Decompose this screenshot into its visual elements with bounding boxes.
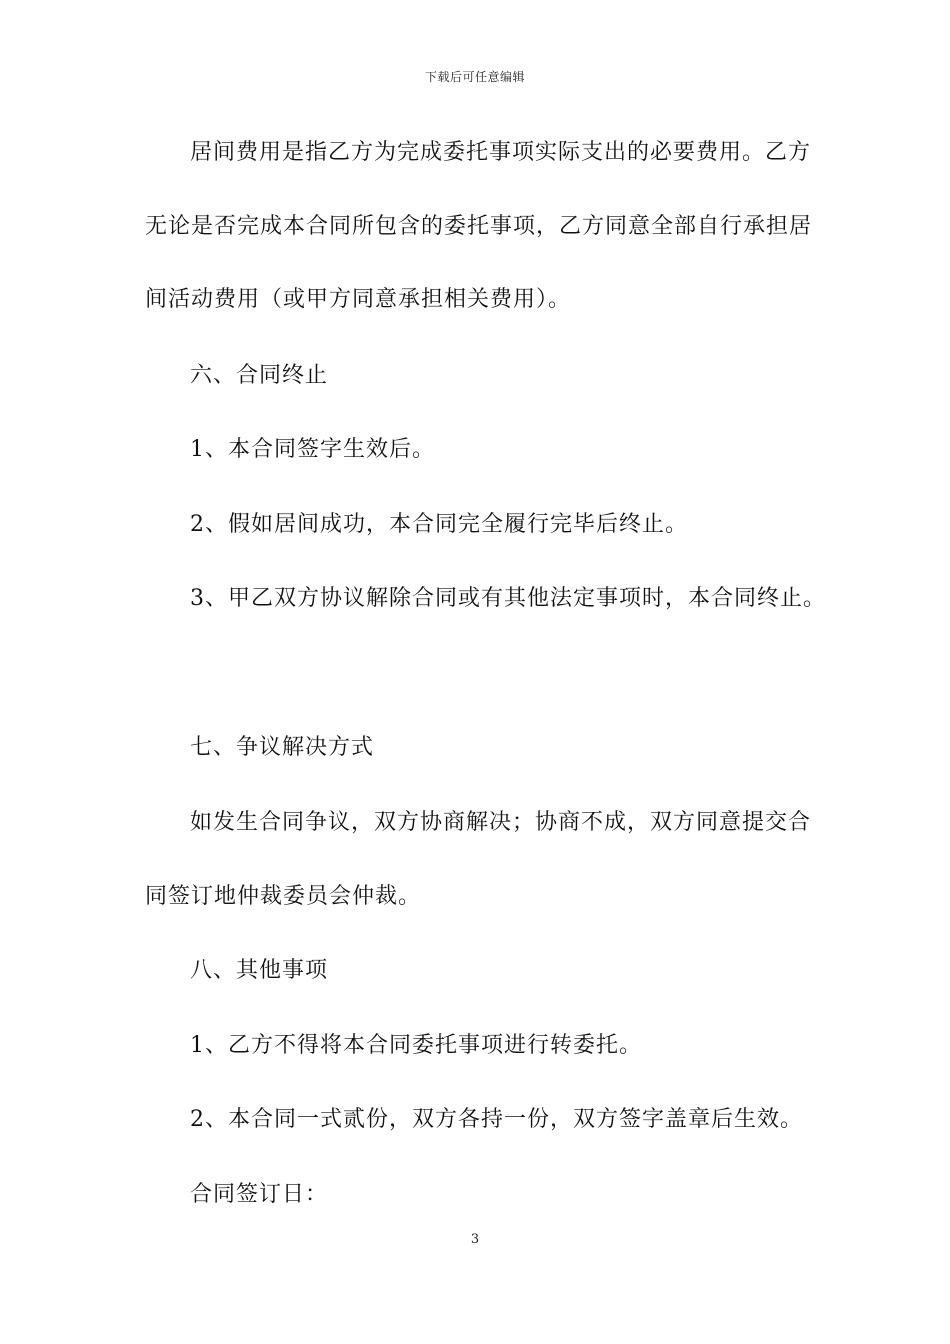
section-heading: 八、其他事项 (190, 958, 329, 983)
signing-date-label: 合同签订日： (190, 1182, 329, 1207)
page-header: 下载后可任意编辑 (424, 70, 525, 84)
list-item: 3、甲乙双方协议解除合同或有其他法定事项时，本合同终止。 (190, 586, 826, 611)
list-item: 2、本合同一式贰份，双方各持一份，双方签字盖章后生效。 (190, 1107, 803, 1132)
paragraph-line: 居间费用是指乙方为完成委托事项实际支出的必要费用。乙方 (190, 140, 812, 165)
section-heading: 六、合同终止 (190, 363, 329, 388)
list-item: 1、本合同签字生效后。 (190, 437, 435, 462)
paragraph-line: 无论是否完成本合同所包含的委托事项，乙方同意全部自行承担居 (145, 214, 813, 239)
paragraph-line: 间活动费用（或甲方同意承担相关费用）。 (145, 287, 572, 312)
list-item: 2、假如居间成功，本合同完全履行完毕后终止。 (190, 512, 688, 537)
section-heading: 七、争议解决方式 (190, 735, 375, 760)
page-number: 3 (470, 1232, 480, 1247)
paragraph-line: 同签订地仲裁委员会仲裁。 (145, 884, 422, 909)
list-item: 1、乙方不得将本合同委托事项进行转委托。 (190, 1033, 642, 1058)
paragraph-line: 如发生合同争议，双方协商解决；协商不成，双方同意提交合 (190, 810, 812, 835)
